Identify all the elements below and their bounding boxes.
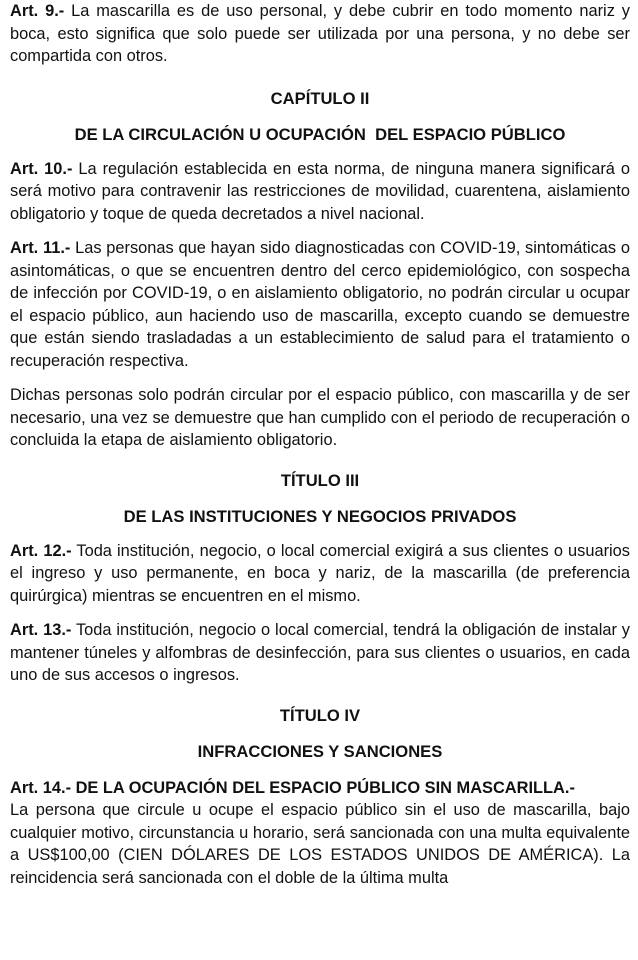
chapter-2-subtitle: DE LA CIRCULACIÓN U OCUPACIÓN DEL ESPACIO PÚBLICO bbox=[74, 124, 566, 144]
article-10-label: Art. 10.- bbox=[10, 159, 73, 178]
article-9-label: Art. 9.- bbox=[10, 2, 65, 20]
article-12-label: Art. 12.- bbox=[10, 541, 72, 560]
chapter-2-title: CAPÍTULO II bbox=[270, 88, 370, 108]
article-10-text: La regulación establecida en esta norma, de ninguna manera significará o será motivo para contravenir las restricciones de movilidad, cuarentena, aislamiento obligatorio y toque de queda decretados a nivel nacional. bbox=[10, 159, 630, 223]
title-3-heading: TÍTULO III bbox=[280, 470, 360, 490]
article-13-label: Art. 13.- bbox=[10, 621, 72, 639]
title-4-heading: TÍTULO IV bbox=[279, 705, 361, 725]
title-4-subtitle: INFRACCIONES Y SANCIONES bbox=[197, 741, 443, 761]
article-11 bbox=[10, 237, 630, 372]
article-14 bbox=[10, 777, 630, 890]
title-3-subtitle: DE LAS INSTITUCIONES Y NEGOCIOS PRIVADOS bbox=[123, 506, 517, 526]
article-12-text: Toda institución, negocio, o local comercial exigirá a sus clientes o usuarios el ingreso y uso permanente, en boca y nariz, de la mascarilla (de preferencia quirúrgica) mientras se encuentren en el mismo. bbox=[10, 541, 630, 605]
article-14-label: Art. 14.- DE LA OCUPACIÓN DEL ESPACIO PÚBLICO SIN MASCARILLA.- bbox=[10, 778, 575, 797]
article-12 bbox=[10, 540, 630, 608]
article-14-text: La persona que circule u ocupe el espacio público sin el uso de mascarilla, bajo cualquier motivo, circunstancia u horario, será sancionada con una multa equivalente a US$100,00 (CIEN DÓLARES DE LOS ESTADOS UNIDOS DE AMÉRICA). La reincidencia será sancionada con el doble de la última multa bbox=[10, 801, 630, 887]
article-11-label: Art. 11.- bbox=[10, 239, 71, 257]
article-9 bbox=[10, 0, 630, 68]
article-10 bbox=[10, 158, 630, 226]
article-9-text: La mascarilla es de uso personal, y debe cubrir en todo momento nariz y boca, esto significa que solo puede ser utilizada por una persona, y no debe ser compartida con otros. bbox=[10, 2, 630, 65]
article-11-paragraph-2: Dichas personas solo podrán circular por el espacio público, con mascarilla y de ser necesario, una vez se demuestre que han cumplido con el periodo de recuperación o concluida la etapa de aislamiento obligatorio. bbox=[10, 386, 630, 449]
article-11-text: Las personas que hayan sido diagnosticadas con COVID-19, sintomáticas o asintomáticas, o que se encuentren dentro del cerco epidemiológico, con sospecha de infección por COVID-19, o en aislamiento obligatorio, no podrán circular u ocupar el espacio público, aun haciendo uso de mascarilla, excepto cuando se demuestre que están siendo trasladadas a un establecimiento de salud para el tratamiento o recuperación respectiva. bbox=[10, 239, 630, 370]
article-13-text: Toda institución, negocio o local comercial, tendrá la obligación de instalar y mantener túneles y alfombras de desinfección, para sus clientes o usuarios, en cada uno de sus accesos o ingresos. bbox=[10, 621, 630, 684]
article-13 bbox=[10, 619, 630, 687]
